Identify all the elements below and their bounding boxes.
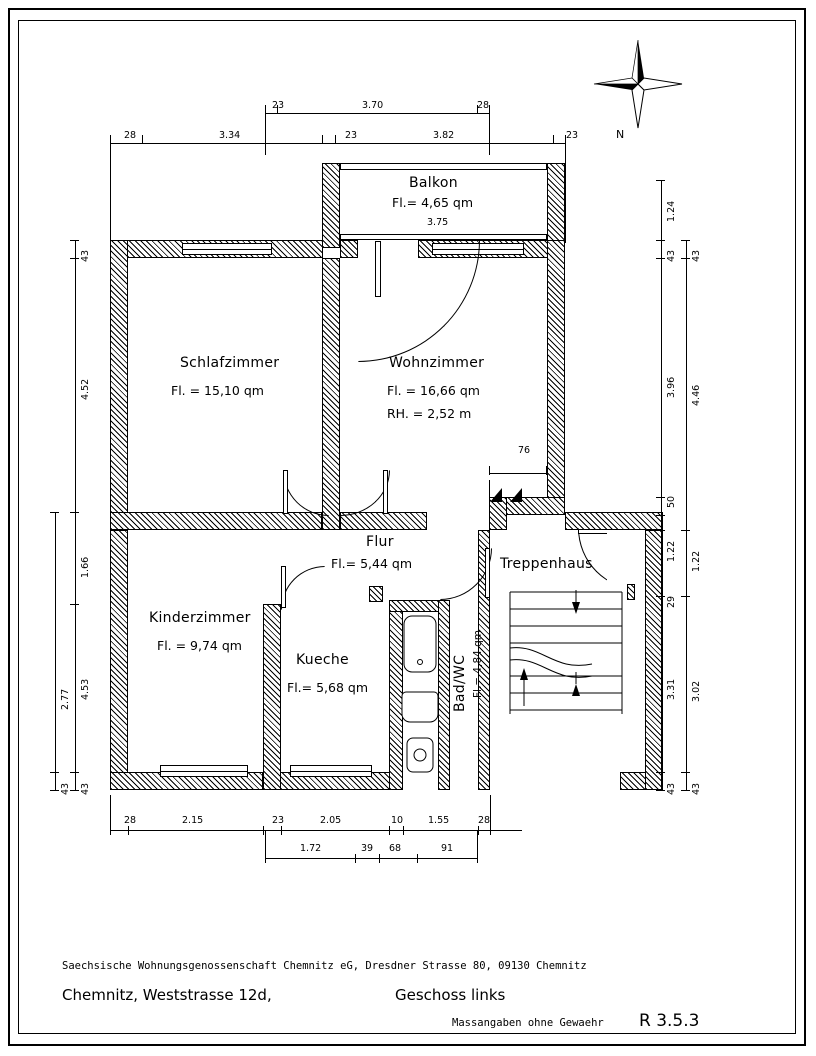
dim-ext: [477, 830, 478, 858]
door-jamb-kueche: [369, 586, 383, 602]
dim-tick: [417, 854, 418, 863]
dim-left-43a: 43: [80, 249, 91, 262]
dim-tick: [70, 512, 79, 513]
dim-tick: [389, 826, 390, 835]
balcony-wall-right: [547, 163, 565, 248]
dim-ext: [489, 113, 490, 155]
dim-ext: [265, 830, 266, 858]
dim-right-302: 3.02: [691, 680, 702, 702]
dim-tick: [546, 466, 547, 475]
door-leaf-bad: [485, 548, 490, 598]
dim-bot1-2: 23: [272, 815, 285, 826]
dim-right-122a: 1.22: [666, 540, 677, 562]
dim-top2-3: 3.82: [433, 130, 455, 141]
dim-right-43a: 43: [666, 249, 677, 262]
dim-right-29: 29: [666, 595, 677, 608]
dim-tick: [681, 596, 690, 597]
dim-tick: [281, 826, 282, 835]
dim-bot2-3: 91: [441, 843, 454, 854]
window-schlafzimmer: [182, 243, 272, 255]
dim-tick: [50, 772, 59, 773]
dim-line-top-1: [265, 113, 489, 114]
dim-right-43b: 43: [666, 782, 677, 795]
dim-line-bottom-2: [265, 858, 477, 859]
dim-tick: [379, 854, 380, 863]
dim-top1-2: 28: [477, 100, 490, 111]
dim-tick: [681, 258, 690, 259]
dim-line-right-outer: [686, 240, 687, 790]
dim-top2-1: 3.34: [219, 130, 241, 141]
room-label-balkon: Balkon: [409, 175, 458, 191]
room-height-wohnzimmer: RH. = 2,52 m: [387, 406, 472, 421]
dim-ext: [110, 795, 111, 830]
dim-tick: [263, 826, 264, 835]
dim-tick: [50, 512, 59, 513]
room-area-kinderzimmer: Fl. = 9,74 qm: [157, 638, 242, 653]
room-area-wohnzimmer: Fl. = 16,66 qm: [387, 383, 480, 398]
wall-interior-mid-center: [340, 512, 427, 530]
dim-top1-1: 3.70: [362, 100, 384, 111]
dim-right-446: 4.46: [691, 384, 702, 406]
dim-tick: [681, 240, 690, 241]
window-kueche: [290, 765, 372, 777]
dim-bot2-1: 39: [361, 843, 374, 854]
dim-tick: [478, 826, 479, 835]
dim-right-331: 3.31: [666, 678, 677, 700]
room-area-balkon: Fl.= 4,65 qm: [392, 195, 473, 210]
dim-tick: [142, 135, 143, 144]
dim-tick: [489, 466, 490, 475]
dim-left-453: 4.53: [80, 678, 91, 700]
dim-right-122b: 1.22: [691, 550, 702, 572]
wall-exterior-left-lower: [110, 530, 128, 790]
dim-tick: [70, 604, 79, 605]
door-leaf-schlafzimmer: [283, 470, 288, 514]
dim-tick: [656, 240, 665, 241]
dim-ext: [110, 143, 111, 243]
dim-tick: [128, 826, 129, 835]
footer-disclaimer: Massangaben ohne Gewaehr: [452, 1017, 604, 1029]
dim-bot1-0: 28: [124, 815, 137, 826]
dim-tick: [656, 258, 665, 259]
dim-line-bottom-1: [110, 830, 522, 831]
dim-right-50: 50: [666, 495, 677, 508]
room-area-schlafzimmer: Fl. = 15,10 qm: [171, 383, 264, 398]
dim-tick: [656, 772, 665, 773]
dim-tick: [70, 258, 79, 259]
room-label-bad-wc: Bad/WC: [452, 654, 468, 712]
balcony-wall-left: [322, 163, 340, 248]
dim-tick: [70, 772, 79, 773]
dim-left-166: 1.66: [80, 556, 91, 578]
dim-right-396: 3.96: [666, 376, 677, 398]
dim-right-43d: 43: [691, 782, 702, 795]
dim-tick: [656, 530, 665, 531]
wall-interior-kinderzimmer-kueche: [263, 604, 281, 790]
room-label-kueche: Kueche: [296, 652, 349, 668]
dim-tick: [681, 772, 690, 773]
dim-bot1-4: 10: [391, 815, 404, 826]
dim-tick: [656, 497, 665, 498]
dim-top2-4: 23: [566, 130, 579, 141]
wall-balcony-door-jamb: [340, 240, 358, 258]
stair-rail-end: [627, 584, 635, 600]
wall-interior-mid-left: [110, 512, 322, 530]
dim-bot1-3: 2.05: [320, 815, 342, 826]
stair-arrow-marks: [488, 484, 544, 506]
dim-bot1-6: 28: [478, 815, 491, 826]
window-kinderzimmer: [160, 765, 248, 777]
dim-bot2-2: 68: [389, 843, 402, 854]
dim-tick: [656, 180, 665, 181]
footer-company: Saechsische Wohnungsgenossenschaft Chemnitz eG, Dresdner Strasse 80, 09130 Chemnitz: [62, 960, 587, 972]
dim-tick: [681, 790, 690, 791]
dim-tick: [70, 790, 79, 791]
dim-top1-0: 23: [272, 100, 285, 111]
dim-bot1-5: 1.55: [428, 815, 450, 826]
dim-tick: [403, 826, 404, 835]
bathroom-fixtures: [401, 614, 441, 790]
dim-tick: [656, 515, 665, 516]
dim-ext: [265, 113, 266, 155]
dim-tick: [553, 135, 554, 144]
room-label-schlafzimmer: Schlafzimmer: [180, 355, 280, 371]
wall-exterior-left-upper: [110, 240, 128, 530]
door-leaf-balcony: [375, 241, 381, 297]
dim-line-right-inner: [661, 180, 662, 790]
dim-balcony-width: 3.75: [427, 217, 449, 228]
dim-bot2-0: 1.72: [300, 843, 322, 854]
room-label-flur: Flur: [366, 534, 394, 550]
dim-right-43c: 43: [691, 249, 702, 262]
room-label-kinderzimmer: Kinderzimmer: [149, 610, 251, 626]
dim-line-wohnzimmer-76: [489, 473, 547, 474]
dim-top2-2: 23: [345, 130, 358, 141]
dim-tick: [322, 135, 323, 144]
balcony-rail-top: [340, 163, 547, 170]
door-leaf-kinderzimmer: [281, 566, 286, 608]
room-area-flur: Fl.= 5,44 qm: [331, 556, 412, 571]
wall-exterior-right-upper: [547, 240, 565, 515]
room-area-kueche: Fl.= 5,68 qm: [287, 680, 368, 695]
dim-line-top-2: [110, 143, 565, 144]
dim-tick: [681, 530, 690, 531]
footer-address: Chemnitz, Weststrasse 12d,: [62, 986, 272, 1004]
compass-rose: [592, 38, 684, 130]
dim-ext: [565, 143, 566, 243]
dim-tick: [656, 596, 665, 597]
door-leaf-wohnzimmer: [383, 470, 388, 514]
dim-left-43b: 43: [80, 782, 91, 795]
dim-left-452: 4.52: [80, 378, 91, 400]
dim-tick: [70, 240, 79, 241]
footer-floor: Geschoss links: [395, 986, 506, 1004]
dim-wohnzimmer-76: 76: [518, 445, 531, 456]
dim-ext: [490, 795, 491, 830]
drawing-code: R 3.5.3: [639, 1011, 700, 1031]
dim-line-left-inner: [75, 240, 76, 790]
dim-right-124: 1.24: [666, 200, 677, 222]
dim-tick: [355, 854, 356, 863]
dim-tick: [656, 790, 665, 791]
dim-line-left-outer: [55, 512, 56, 790]
room-label-wohnzimmer: Wohnzimmer: [389, 355, 485, 371]
dim-top2-0: 28: [124, 130, 137, 141]
dim-left-43c: 43: [60, 782, 71, 795]
compass-north-label: N: [616, 128, 625, 141]
dim-tick: [335, 135, 336, 144]
dim-left-277: 2.77: [60, 688, 71, 710]
dim-tick: [50, 790, 59, 791]
staircase: [496, 588, 626, 718]
dim-bot1-1: 2.15: [182, 815, 204, 826]
room-label-treppenhaus: Treppenhaus: [500, 556, 593, 572]
room-area-bad-wc: Fl.= 4,84 qm: [472, 629, 484, 698]
